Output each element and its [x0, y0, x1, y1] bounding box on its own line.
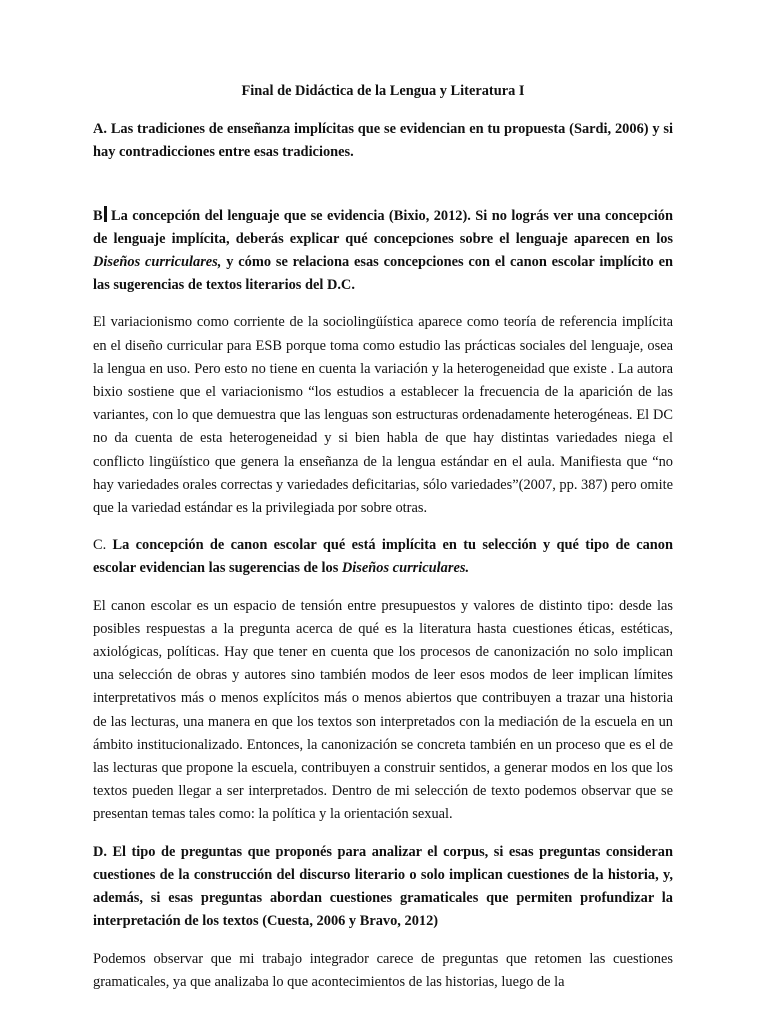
question-c-italic: Diseños curriculares. — [341, 560, 470, 577]
spacer — [93, 827, 673, 841]
document-title: Final de Didáctica de la Lengua y Literatura I — [241, 83, 525, 99]
spacer — [93, 934, 673, 948]
spacer — [93, 297, 673, 311]
answer-d-paragraph: Podemos observar que mi trabajo integrador carece de preguntas que retomen las cuestiones gramaticales, ya que analizaba lo que acontecimientos de las historias, luego de la — [93, 950, 673, 990]
question-b-italic: Diseños curriculares, — [93, 254, 222, 271]
spacer — [93, 581, 673, 595]
answer-c-paragraph: El canon escolar es un espacio de tensión entre presupuestos y valores de distinto tipo: desde las posibles respuestas a la pregunta acerca de qué es la literatura hasta cuestiones éticas, estéticas, axiológicas, políticas. Hay que tener en cuenta que los procesos de canonización no solo implican una selección de obras y autores sino también modos de leer esos modos de leer implican límites interpretativos más o menos explícitos más o menos abiertos que contribuyen a trazar una historia de las lecturas, una manera en que los textos son interpretados con la mediación de la escuela en un ámbito institucionalizado. Entonces, la canonización se concreta también en un proceso que es el de las lecturas que propone la escuela, contribuyen a construir sentidos, a generar modos en los que los textos pueden llegar a ser interpretados. Dentro de mi selección de texto podemos observar que se presentan temas tales como: la política y la orientación sexual. — [93, 597, 673, 823]
answer-b-paragraph: El variacionismo como corriente de la sociolingüística aparece como teoría de referencia implícita en el diseño curricular para ESB porque toma como estudio las prácticas sociales del lenguaje, osea la lengua en uso. Pero esto no tiene en cuenta la variación y la heterogeneidad que existe . La autora bixio sostiene que el variacionismo “los estudios a establecer la frecuencia de la aparición de las variantes, con lo que demuestra que las lenguas son estructuras ordenadamente heterogéneas. El DC no da cuenta de esta heterogeneidad y si bien habla de que hay distintas variedades niega el conflicto lingüístico que genera la enseñanza de la lengua estándar en el aula. Manifiesta que “no hay variedades orales correctas y variedades deficitarias, sólo variedades”(2007, pp. 387) pero omite que la variedad estándar es la privilegiada por sobre otras. — [93, 314, 673, 517]
question-d: D. El tipo de preguntas que proponés para analizar el corpus, si esas preguntas consideran cuestiones de la construcción del discurso literario o solo implican cuestiones de la historia, y, además, si esas preguntas abordan cuestiones gramaticales que permiten profundizar la interpretación de los textos (Cuesta, 2006 y Bravo, 2012) — [93, 843, 673, 930]
question-a: A. Las tradiciones de enseñanza implícitas que se evidencian en tu propuesta (Sardi, 2006) y si hay contradicciones entre esas tradiciones. — [93, 121, 673, 161]
spacer — [93, 520, 673, 534]
question-b — [93, 205, 673, 298]
question-c — [93, 534, 673, 580]
question-c-letter: C. — [93, 537, 107, 554]
question-b-letter: B — [93, 207, 103, 224]
spacer — [93, 165, 673, 205]
question-b-text-1: La concepción del lenguaje que se evidencia (Bixio, 2012). Si no lográs ver una concepción de lenguaje implícita, deberás explicar qué concepciones sobre el lenguaje aparecen en los — [93, 207, 673, 247]
question-b-text-2: y cómo se relaciona esas concepciones con el canon escolar implícito en las sugerencias de textos literarios del D.C. — [93, 254, 673, 294]
spacer — [93, 103, 673, 118]
document-page — [93, 80, 673, 994]
question-c-text: La concepción de canon escolar qué está implícita en tu selección y qué tipo de canon escolar evidencian las sugerencias de los — [93, 537, 673, 577]
